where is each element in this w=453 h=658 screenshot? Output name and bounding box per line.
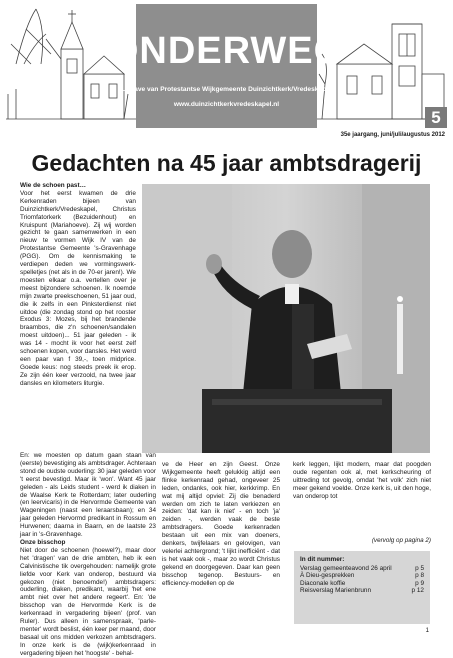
section-heading: Onze bisschop: [20, 538, 66, 546]
article-paragraph: En: we moesten op datum gaan staan van (eerste) bevestiging als ambtsdrager. Achteraan stond de oudste ouderling: 30 jaar geleden voor 't eerst bevestigd. Maar ik 'won'. Want 45 jaar geleden - als Leids student - werd ik diaken in de Waalse Kerk te Rotterdam; later ouderling (en leervicaris) in de Hervormde Gemeente van Wageningen (naast een leraarsbaan); en 34 jaar geleden Hervormd predikant in Rossum en Hurwenen; daarna in Baarn, en de laatste 23 jaar in 's-Gravenhage.: [20, 452, 156, 539]
contents-item-page: p 9: [415, 579, 424, 587]
contents-item-label: Reisverslag Marienbrunn: [300, 587, 372, 595]
section-heading: Wie de schoen past…: [20, 182, 86, 189]
contents-item-page: p 5: [415, 564, 424, 572]
article-paragraph: Niet door de schoenen (hoewel?), maar door het 'dragen' van de drie ambten, heb ik een Calvinistische tik overgehouden: namelijk grote liefde voor Kerk van onderop, bestuurd via gekozen (niet benoemde!) ambtsdragers: ouderling, diaken, predikant, waarbij 'het ene ambt niet over het andere regeert'. En: 'de bisschop van de Hervormde Kerk is de kerkenraad in vergadering bijeen' (prof. van Ruler). Dus alleen in samenspraak, 'parle-menter' wordt beslist, één keer per maand, door basaal uit ons midden verkozen ambtsdragers. In onze kerk is de (wijk)kerkenraad in vergadering bijeen het 'hoogste' - behal-: [20, 546, 156, 657]
contents-box: [294, 551, 430, 624]
article-headline: Gedachten na 45 jaar ambtsdragerij: [31, 150, 422, 176]
preacher-photo: [142, 184, 430, 453]
contents-item-label: Diaconale koffie: [300, 579, 346, 587]
continued-note: (vervolg op pagina 2): [371, 537, 431, 544]
contents-item-page: p 12: [411, 587, 424, 595]
magazine-title: ONDERWEG: [108, 30, 345, 72]
article-column-left-lower: [20, 452, 156, 658]
contents-item[interactable]: [300, 580, 424, 588]
contents-item-label: Verslag gemeenteavond 26 april: [300, 564, 392, 572]
contents-item[interactable]: [300, 587, 424, 595]
contents-title: In dit nummer:: [300, 556, 345, 563]
masthead: [6, 4, 447, 128]
contents-item-page: p 8: [415, 572, 424, 580]
article-paragraph: ve de Heer en zijn Geest. Onze Wijkgemeente heeft gelukkig altijd een flinke kerkenraad gehad, ongeveer 25 leden, ondanks, ook hier, kerkkrimp. En wat mij altijd opviel: Zij die benaderd werden om zich te laten verkiezen en zeiden: 'dat kan ik niet' - en toch 'ja' zeiden -, werden vaak de beste ambtsdragers. Goede kerkenraden bestaan uit een mix van doeners, denkers, twijfelaars en gelovigen, van velerlei achtergrond; 't lijkt inefficiënt - dat is het vaak ook -, maar zo wordt Christus gekend en doorgegeven. Daar kan geen bisschop tegenop. Bestuurs- en efficiency-modellen op de: [162, 461, 280, 587]
magazine-subtitle: Uitgave van Protestantse Wijkgemeente Duinzichtkerk/Vredeskapel: [121, 86, 332, 93]
website-link[interactable]: www.duinzichtkerkvredeskapel.nl: [173, 101, 280, 108]
contents-item[interactable]: [300, 572, 424, 580]
article-column-middle: [162, 461, 280, 588]
contents-item-label: À Dieu-gesprekken: [300, 572, 355, 580]
article-paragraph: Voor het eerst kwamen de drie Kerkenraden bijeen van Duinzichtkerk/Vredeskapel, Christus Triomfatorkerk (Bezuidenhout) en Kruispunt (Mariahoeve). Zij wij worden gezicht te gaan samenwerken in een nieuw te vormen Wijk IV van de Protestantse Gemeente 's-Gravenhage (PGG). Om de kennismaking te verdiepen deden we vormingswerk-spelletjes (net als in de 70-er jaren!). We moesten elkaar o.a. vertellen over je meest bijzondere schoenen. Ik noemde mijn zwarte preekschoenen, 51 jaar oud, die ik zelfs in een Pinksterdienst niet uitdoe (die zondag stond op het rooster Exodus 3: Mozes, bij het brandende braambos, die z'n schoenen/sandalen moest uitdoen)... 51 jaar geleden - ik was 14 - mocht ik voor het eerst zelf schoenen kopen, voor dansles. Het werd een paar van f 39,-, toen midprice. Goede keus: nog steeds preek ik erop. Ze zijn één keer verzoold, na twee jaar dansles en kilometers liturgie.: [20, 189, 136, 387]
page-number: 1: [425, 627, 429, 634]
article-paragraph: kerk leggen, lijkt modern, maar dat poogden oude regenten ook al, met kerkscheuring of uittreding tot gevolg, omdat 'het volk' zich niet meer gekend voelde. Onze kerk is, uit den hoge, van onderop tot: [293, 461, 431, 500]
issue-dateline: 35e jaargang, juni/juli/augustus 2012: [340, 132, 445, 138]
article-column-right: [293, 461, 431, 501]
photo-image: [142, 184, 430, 453]
article-column-left: [20, 182, 136, 388]
issue-number-badge: 5: [425, 107, 447, 128]
